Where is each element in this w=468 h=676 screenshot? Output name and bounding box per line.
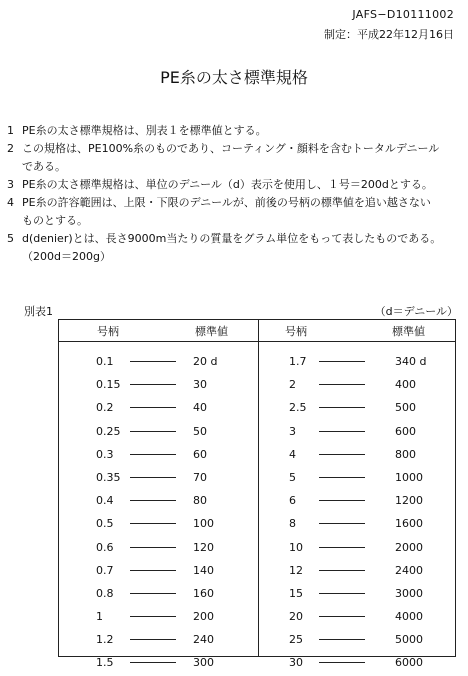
left-value: 50: [193, 424, 207, 438]
table-row: [59, 351, 455, 374]
item-number: 5: [7, 232, 14, 245]
table-row: [59, 467, 455, 490]
left-value: 300: [193, 656, 214, 670]
item-number: 4: [7, 196, 14, 209]
left-value: 100: [193, 517, 214, 531]
left-value: 40: [193, 401, 207, 415]
rules-list: [0, 122, 468, 266]
left-gauge: 0.6: [96, 540, 114, 554]
right-dash: [319, 477, 365, 478]
item-text-line: である。: [22, 160, 66, 173]
item-text-line: ものとする。: [22, 214, 88, 227]
right-gauge: 15: [289, 586, 303, 600]
established-date: 制定：平成22年12月16日: [324, 28, 454, 41]
left-gauge: 0.8: [96, 586, 114, 600]
right-dash: [319, 593, 365, 594]
item-text-line: （200d＝200g）: [22, 250, 111, 263]
table-body: [59, 351, 455, 676]
left-dash: [130, 407, 176, 408]
right-gauge: 6: [289, 494, 296, 508]
item-text-line: PE糸の許容範囲は、上限・下限のデニールが、前後の号柄の標準値を追い越さない: [22, 196, 431, 209]
left-dash: [130, 477, 176, 478]
table-row: [59, 606, 455, 629]
right-dash: [319, 384, 365, 385]
left-value: 200: [193, 610, 214, 624]
right-dash: [319, 547, 365, 548]
right-dash: [319, 570, 365, 571]
right-gauge: 4: [289, 447, 296, 461]
right-dash: [319, 662, 365, 663]
left-gauge: 0.7: [96, 563, 114, 577]
header-standard-left: 標準値: [195, 325, 228, 338]
right-gauge: 12: [289, 563, 303, 577]
right-gauge: 3: [289, 424, 296, 438]
table-row: [59, 421, 455, 444]
left-value: 140: [193, 563, 214, 577]
right-gauge: 10: [289, 540, 303, 554]
table-unit-note: （d＝デニール）: [374, 305, 458, 318]
right-value: 500: [395, 401, 416, 415]
right-dash: [319, 454, 365, 455]
right-value: 800: [395, 447, 416, 461]
header-gauge-right: 号柄: [285, 325, 307, 338]
table-row: [59, 652, 455, 675]
table-row: [59, 513, 455, 536]
table-row: [59, 537, 455, 560]
table-row: [59, 444, 455, 467]
left-gauge: 0.25: [96, 424, 121, 438]
left-dash: [130, 547, 176, 548]
table-row: [59, 583, 455, 606]
left-dash: [130, 570, 176, 571]
right-dash: [319, 361, 365, 362]
list-item: [0, 140, 468, 176]
right-gauge: 2.5: [289, 401, 307, 415]
table-row: [59, 397, 455, 420]
list-item: [0, 122, 468, 140]
right-dash: [319, 407, 365, 408]
left-gauge: 1.5: [96, 656, 114, 670]
left-value: 160: [193, 586, 214, 600]
left-value: 30: [193, 378, 207, 392]
left-dash: [130, 523, 176, 524]
item-text-line: この規格は、PE100%糸のものであり、コーティング・顔料を含むトータルデニール: [22, 142, 440, 155]
right-dash: [319, 500, 365, 501]
header-standard-right: 標準値: [392, 325, 425, 338]
left-value: 70: [193, 470, 207, 484]
right-gauge: 2: [289, 378, 296, 392]
left-gauge: 1: [96, 610, 103, 624]
right-value: 400: [395, 378, 416, 392]
right-value: 6000: [395, 656, 423, 670]
right-value: 5000: [395, 633, 423, 647]
right-value: 1600: [395, 517, 423, 531]
left-dash: [130, 431, 176, 432]
right-gauge: 8: [289, 517, 296, 531]
right-value: 4000: [395, 610, 423, 624]
denier-table: [58, 319, 456, 670]
item-text-line: PE糸の太さ標準規格は、単位のデニール（d）表示を使用し、１号＝200dとする。: [22, 178, 433, 191]
item-text-line: d(denier)とは、長さ9000m当たりの質量をグラム単位をもって表したものである。: [22, 232, 442, 245]
left-value: 240: [193, 633, 214, 647]
header-gauge-left: 号柄: [97, 325, 119, 338]
table-caption: 別表1: [24, 305, 53, 318]
left-dash: [130, 384, 176, 385]
right-value: 600: [395, 424, 416, 438]
left-gauge: 0.1: [96, 355, 114, 368]
left-value: 120: [193, 540, 214, 554]
right-value: 1200: [395, 494, 423, 508]
table-row: [59, 490, 455, 513]
list-item: [0, 176, 468, 194]
table-row: [59, 374, 455, 397]
right-value: 2400: [395, 563, 423, 577]
left-value: 60: [193, 447, 207, 461]
right-dash: [319, 639, 365, 640]
right-value: 2000: [395, 540, 423, 554]
left-gauge: 0.5: [96, 517, 114, 531]
page-title: PE糸の太さ標準規格: [160, 68, 308, 87]
left-dash: [130, 500, 176, 501]
document-id: JAFS−D10111002: [352, 8, 454, 21]
list-item: [0, 194, 468, 230]
left-value: 80: [193, 494, 207, 508]
left-dash: [130, 639, 176, 640]
right-dash: [319, 431, 365, 432]
left-dash: [130, 593, 176, 594]
left-gauge: 0.3: [96, 447, 114, 461]
right-gauge: 1.7: [289, 355, 307, 368]
item-number: 3: [7, 178, 14, 191]
left-value: 20 d: [193, 355, 218, 368]
right-value: 340 d: [395, 355, 427, 368]
table-row: [59, 629, 455, 652]
right-gauge: 30: [289, 656, 303, 670]
left-dash: [130, 361, 176, 362]
left-dash: [130, 454, 176, 455]
table-header: [59, 320, 455, 342]
table-row: [59, 560, 455, 583]
left-dash: [130, 616, 176, 617]
item-number: 2: [7, 142, 14, 155]
left-gauge: 0.2: [96, 401, 114, 415]
left-gauge: 1.2: [96, 633, 114, 647]
left-gauge: 0.4: [96, 494, 114, 508]
list-item: [0, 230, 468, 266]
right-gauge: 25: [289, 633, 303, 647]
right-dash: [319, 523, 365, 524]
left-gauge: 0.15: [96, 378, 121, 392]
item-text-line: PE糸の太さ標準規格は、別表１を標準値とする。: [22, 124, 267, 137]
right-gauge: 20: [289, 610, 303, 624]
left-gauge: 0.35: [96, 470, 121, 484]
right-dash: [319, 616, 365, 617]
right-gauge: 5: [289, 470, 296, 484]
item-number: 1: [7, 124, 14, 137]
left-dash: [130, 662, 176, 663]
right-value: 1000: [395, 470, 423, 484]
right-value: 3000: [395, 586, 423, 600]
